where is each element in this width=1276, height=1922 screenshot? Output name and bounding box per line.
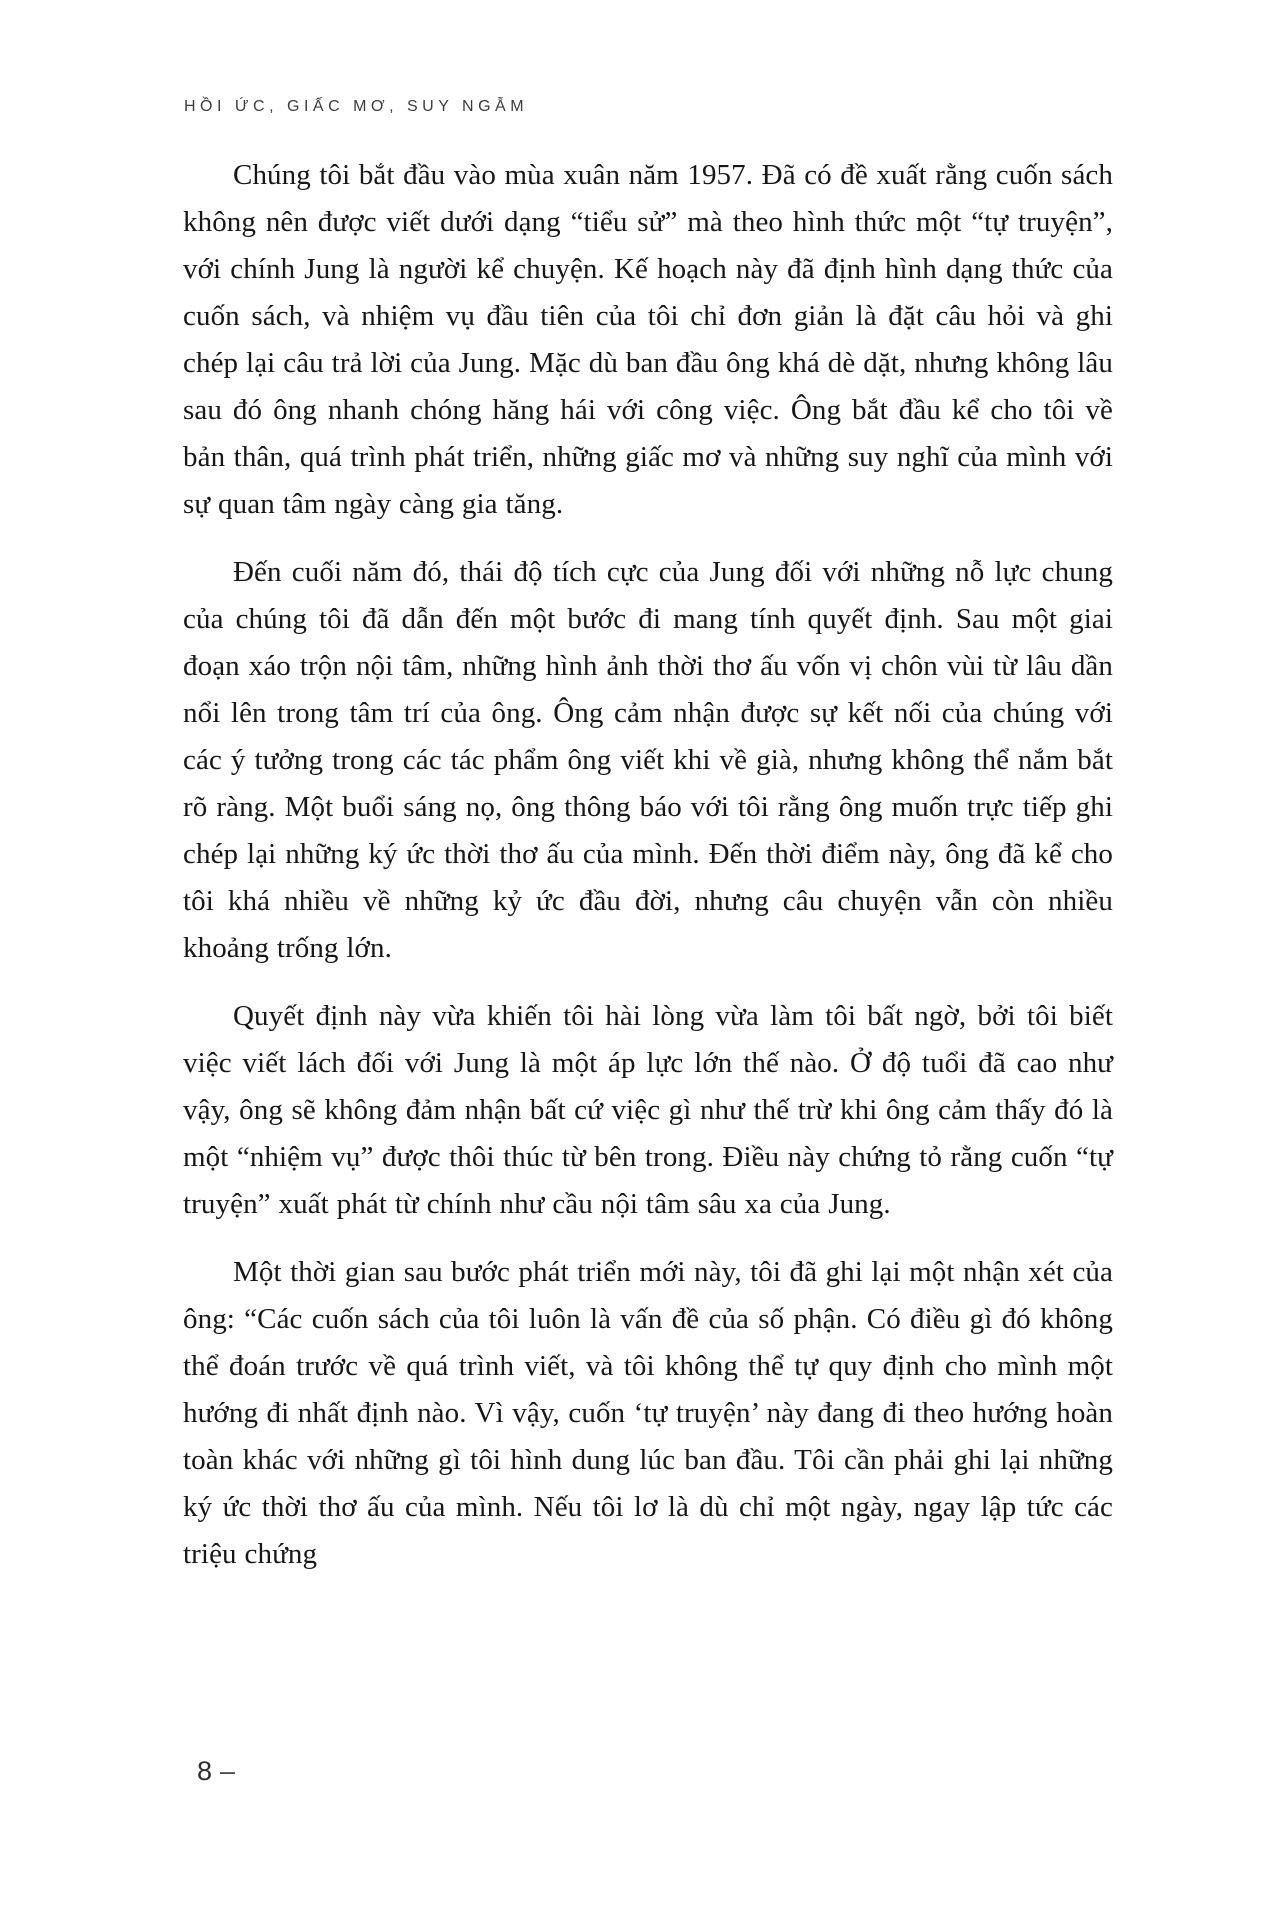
paragraph: Đến cuối năm đó, thái độ tích cực của Jung đối với những nỗ lực chung của chúng tôi đã dẫn đến một bước đi mang tính quyết định. Sau một giai đoạn xáo trộn nội tâm, những hình ảnh thời thơ ấu vốn vị chôn vùi từ lâu dần nổi lên trong tâm trí của ông. Ông cảm nhận được sự kết nối của chúng với các ý tưởng trong các tác phẩm ông viết khi về già, nhưng không thể nắm bắt rõ ràng. Một buổi sáng nọ, ông thông báo với tôi rằng ông muốn trực tiếp ghi chép lại những ký ức thời thơ ấu của mình. Đến thời điểm này, ông đã kể cho tôi khá nhiều về những kỷ ức đầu đời, nhưng câu chuyện vẫn còn nhiều khoảng trống lớn.: [183, 556, 1113, 964]
paragraph: Quyết định này vừa khiến tôi hài lòng vừa làm tôi bất ngờ, bởi tôi biết việc viết lách đối với Jung là một áp lực lớn thế nào. Ở độ tuổi đã cao như vậy, ông sẽ không đảm nhận bất cứ việc gì như thế trừ khi ông cảm thấy đó là một “nhiệm vụ” được thôi thúc từ bên trong. Điều này chứng tỏ rằng cuốn “tự truyện” xuất phát từ chính như cầu nội tâm sâu xa của Jung.: [183, 1000, 1113, 1220]
page-number: 8: [197, 1756, 215, 1786]
running-title: HỒI ỨC, GIẤC MƠ, SUY NGẪM: [184, 98, 529, 115]
paragraph: Một thời gian sau bước phát triển mới này, tôi đã ghi lại một nhận xét của ông: “Các cuốn sách của tôi luôn là vấn đề của số phận. Có điều gì đó không thể đoán trước về quá trình viết, và tôi không thể tự quy định cho mình một hướng đi nhất định nào. Vì vậy, cuốn ‘tự truyện’ này đang đi theo hướng hoàn toàn khác với những gì tôi hình dung lúc ban đầu. Tôi cần phải ghi lại những ký ức thời thơ ấu của mình. Nếu tôi lơ là dù chỉ một ngày, ngay lập tức các triệu chứng: [183, 1256, 1113, 1570]
page-body: [183, 152, 1113, 1599]
running-header: [184, 98, 528, 116]
paragraph: Chúng tôi bắt đầu vào mùa xuân năm 1957. Đã có đề xuất rằng cuốn sách không nên được viết dưới dạng “tiểu sử” mà theo hình thức một “tự truyện”, với chính Jung là người kể chuyện. Kế hoạch này đã định hình dạng thức của cuốn sách, và nhiệm vụ đầu tiên của tôi chỉ đơn giản là đặt câu hỏi và ghi chép lại câu trả lời của Jung. Mặc dù ban đầu ông khá dè dặt, nhưng không lâu sau đó ông nhanh chóng hăng hái với công việc. Ông bắt đầu kể cho tôi về bản thân, quá trình phát triển, những giấc mơ và những suy nghĩ của mình với sự quan tâm ngày càng gia tăng.: [183, 159, 1113, 520]
page-number-separator: –: [220, 1756, 238, 1786]
page-footer: [197, 1756, 237, 1787]
